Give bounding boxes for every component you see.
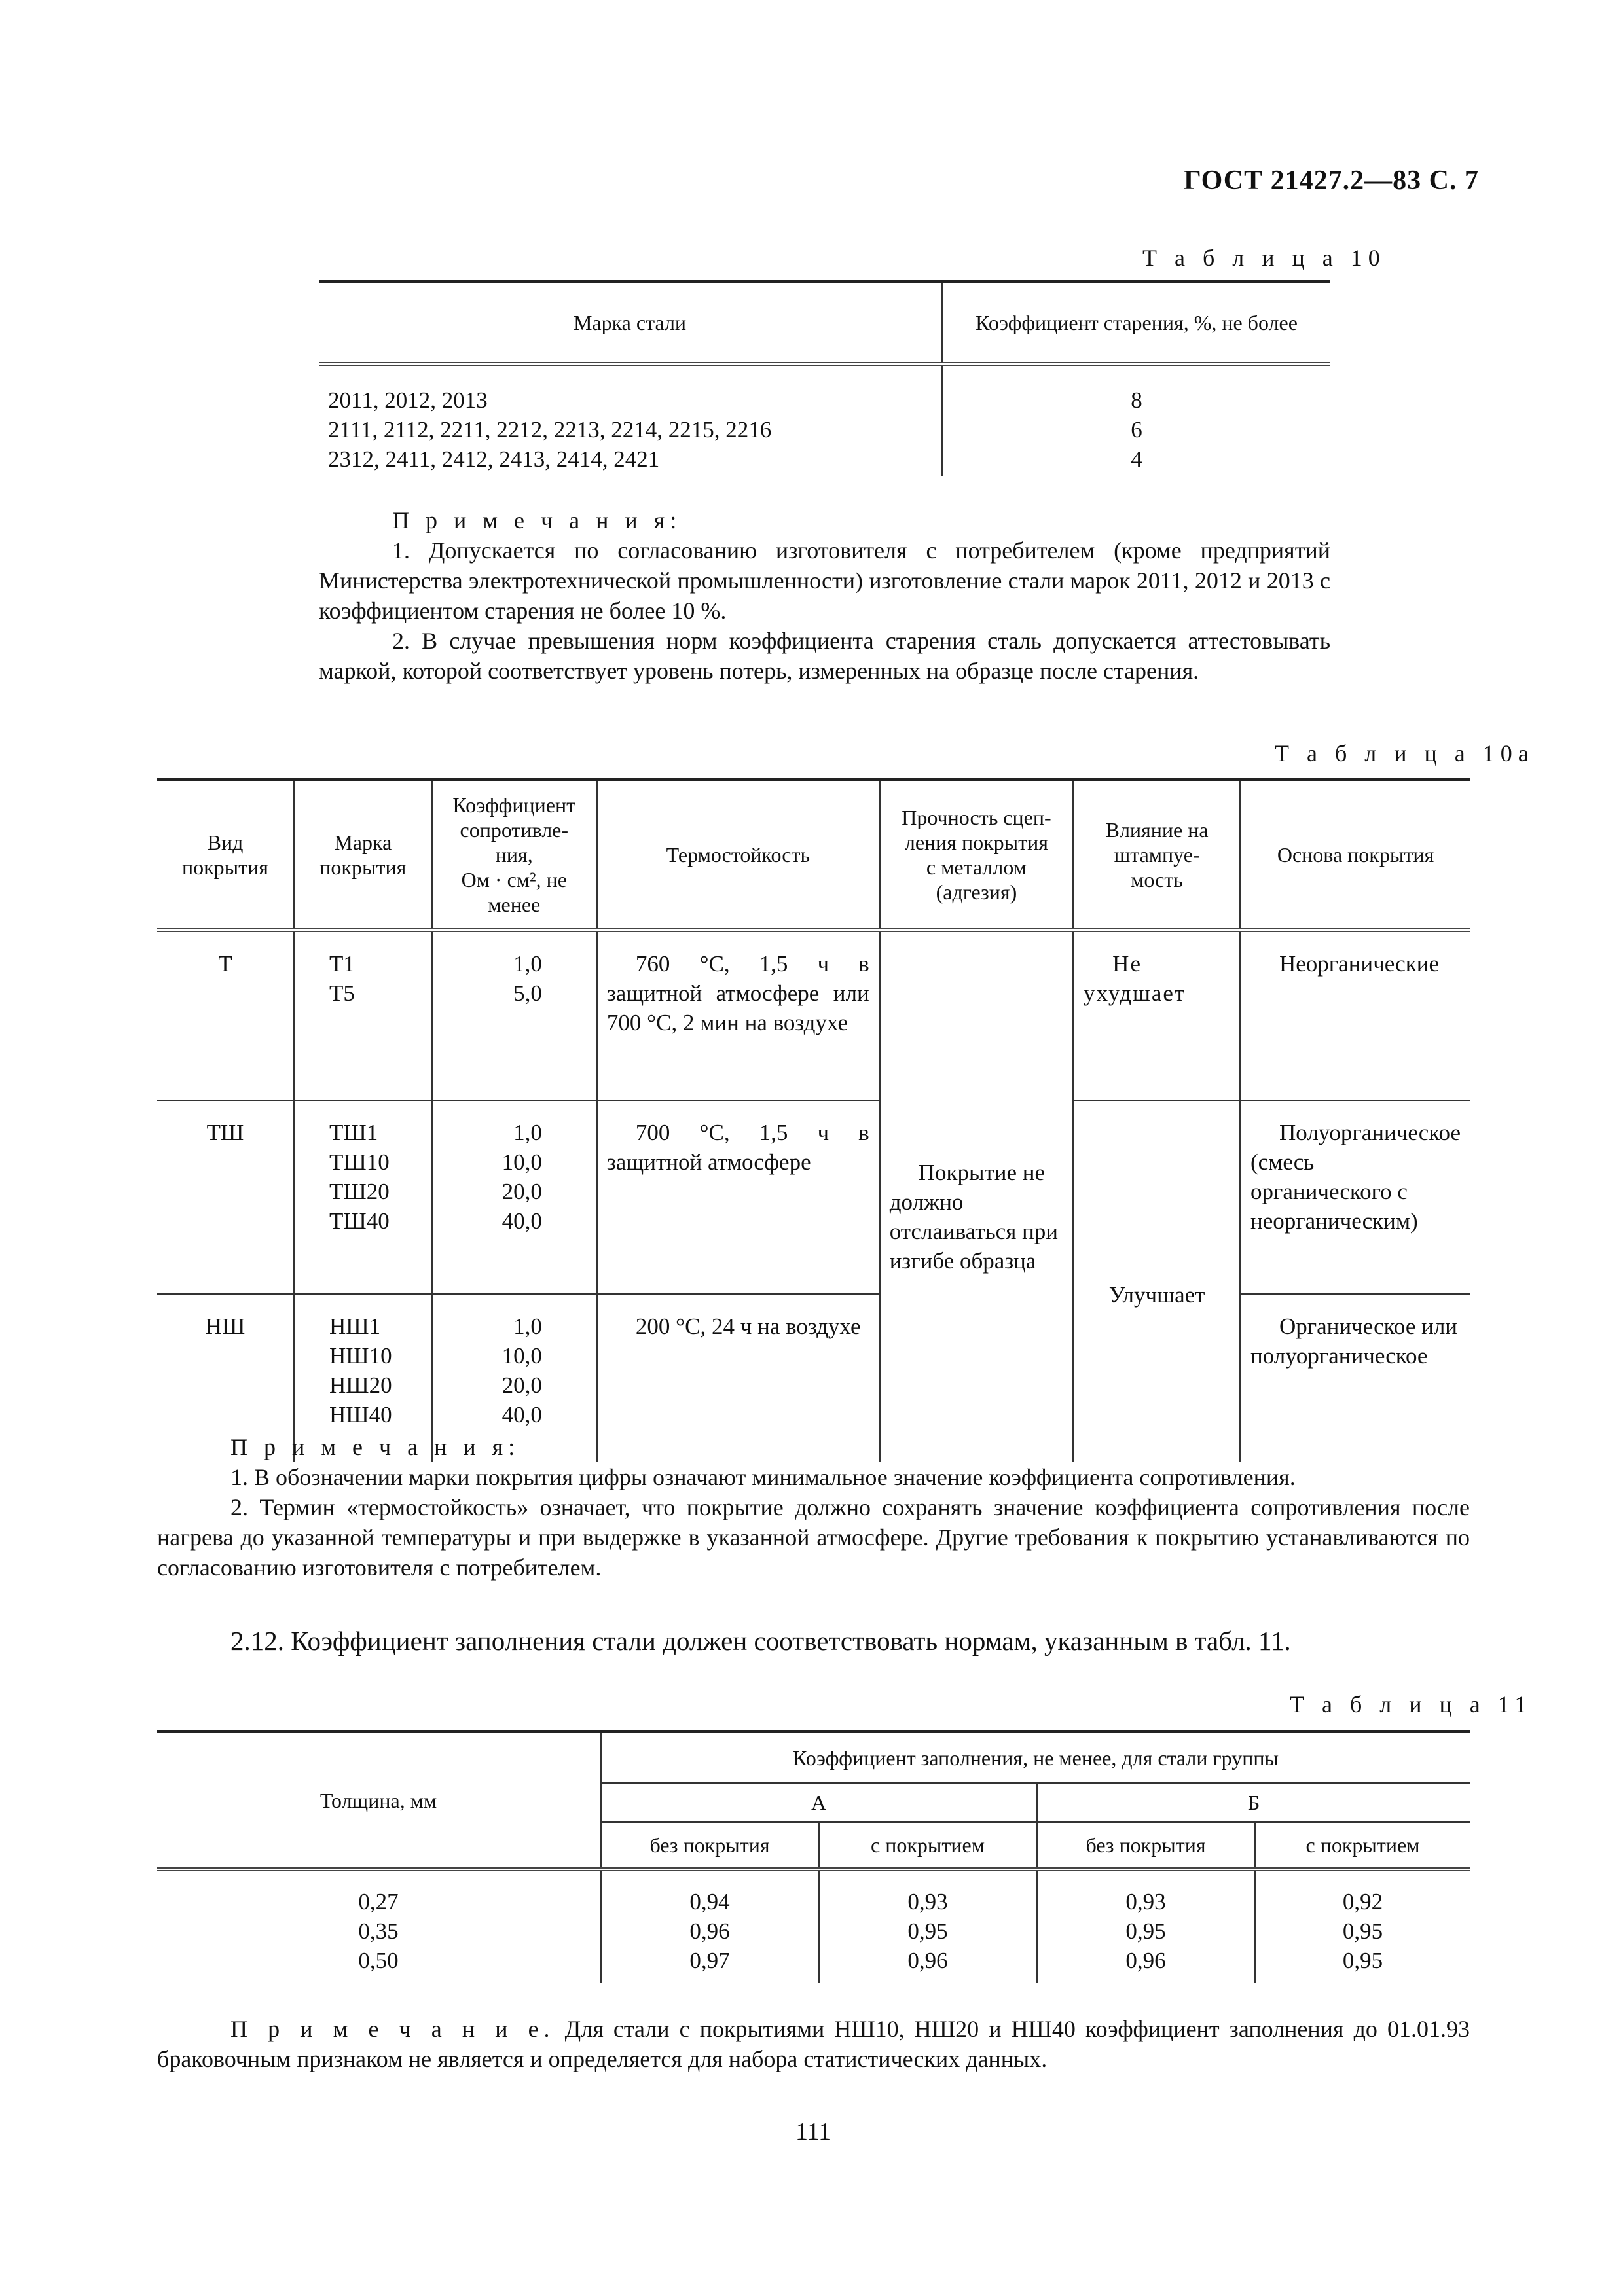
table-10a-caption: Т а б л и ц а 10а <box>1275 740 1535 766</box>
table-10a-base-cell: Полуорганическое (смесь органического с неорганическим) <box>1241 1100 1470 1294</box>
table-10a-adhesion-cell <box>879 930 1073 1462</box>
note-item: 2. Термин «термостойкость» означает, что покрытие должно сохранять значение коэффициента сопротивления после нагрева до указанной температуры и при выдержке в указанной атмосфере. Другие требования к покрытию устанавливаются по согласованию изготовителя с потребителем. <box>157 1494 1470 1581</box>
clause-2-12: 2.12. Коэффициент заполнения стали должен соответствовать нормам, указанным в табл. 11. <box>230 1626 1291 1656</box>
table-10-caption: Т а б л и ц а 10 <box>1142 245 1386 271</box>
note-table-11 <box>157 2014 1470 2074</box>
document-header: ГОСТ 21427.2—83 С. 7 <box>1183 166 1479 196</box>
table-11-caption: Т а б л и ц а 11 <box>1290 1691 1533 1717</box>
note-item: 1. Допускается по согласованию изготовителя с потребителем (кроме предприятий Министерства электротехнической промышленности) изготовление стали марок 2011, 2012 и 2013 с коэффициентом старения не более 10 %. <box>319 537 1330 624</box>
table-11-sub-header: с покрытием <box>1255 1822 1470 1869</box>
table-11-sub-header: без покрытия <box>1037 1822 1255 1869</box>
table-10a-marks-cell: Т1 Т5 <box>295 930 432 1100</box>
table-10a-stamping-rest-cell: Улучшает <box>1074 1100 1241 1462</box>
table-10-grades-cell <box>319 364 942 476</box>
table-10-row-value: 6 <box>1131 417 1142 442</box>
page-number: 111 <box>795 2118 831 2145</box>
table-10a-values-cell: 1,0 10,0 20,0 40,0 <box>431 1100 596 1294</box>
table-10a-adhesion-text: Покрытие не должно отслаиваться при изгибе образца <box>889 1160 1059 1274</box>
table-10-row-grades: 2011, 2012, 2013 <box>328 387 488 413</box>
table-10-row-value: 8 <box>1131 387 1142 413</box>
table-10a <box>157 778 1470 1462</box>
table-10a-header-mark: Марка покрытия <box>295 780 432 931</box>
table-11-b-coated-values: 0,92 0,95 0,95 <box>1342 1889 1383 1973</box>
table-10a-base-cell: Неорганические <box>1241 930 1470 1100</box>
table-10a-thermal-cell: 700 °С, 1,5 ч в защитной атмосфере <box>596 1100 879 1294</box>
table-10a-values-cell: 1,0 10,0 20,0 40,0 <box>431 1294 596 1462</box>
table-10a-type-cell: НШ <box>157 1294 295 1462</box>
table-11 <box>157 1730 1470 1983</box>
table-10a-type-cell: ТШ <box>157 1100 295 1294</box>
table-10-values-cell <box>942 364 1331 476</box>
notes-title: П р и м е ч а н и я: <box>392 507 682 533</box>
notes-title: П р и м е ч а н и я: <box>230 1434 520 1460</box>
table-11-b-bare-values: 0,93 0,95 0,96 <box>1037 1869 1255 1983</box>
table-10-header-coefficient: Коэффициент старения, %, не более <box>942 282 1331 365</box>
table-11-header-main: Коэффициент заполнения, не менее, для стали группы <box>601 1732 1470 1784</box>
note-text: Для стали с покрытиями НШ10, НШ20 и НШ40 коэффициент заполнения до 01.01.93 браковочным признаком не является и определяется для набора статистических данных. <box>157 2016 1470 2072</box>
table-10a-base-cell: Органическое или полуорганическое <box>1250 1314 1458 1369</box>
notes-table-10 <box>319 505 1330 686</box>
table-11-sub-header: с покрытием <box>819 1822 1037 1869</box>
table-10a-values-cell: 1,0 5,0 <box>431 930 596 1100</box>
table-10a-marks-cell: НШ1 НШ10 НШ20 НШ40 <box>295 1294 432 1462</box>
table-10a-header-thermal: Термостойкость <box>596 780 879 931</box>
table-10-row-grades: 2111, 2112, 2211, 2212, 2213, 2214, 2215, 2216 <box>328 417 772 442</box>
table-10a-header-stamping: Влияние на штампуе- мость <box>1074 780 1241 931</box>
table-11-a-bare-values: 0,94 0,96 0,97 <box>601 1869 819 1983</box>
table-11-thickness-values: 0,27 0,35 0,50 <box>157 1869 601 1983</box>
table-11-group-b: Б <box>1037 1783 1470 1822</box>
table-10-header-grade: Марка стали <box>319 282 942 365</box>
notes-table-10a <box>157 1432 1470 1583</box>
table-10-row-value: 4 <box>1131 446 1142 472</box>
table-10 <box>319 280 1330 476</box>
table-10-row-grades: 2312, 2411, 2412, 2413, 2414, 2421 <box>328 446 660 472</box>
table-10a-stamping-t-cell: Не ухудшает <box>1074 930 1241 1100</box>
note-paragraph <box>157 2014 1470 2074</box>
table-11-group-a: А <box>601 1783 1037 1822</box>
table-10a-type-cell: Т <box>157 930 295 1100</box>
table-11-header-thickness: Толщина, мм <box>157 1732 601 1870</box>
table-10a-marks-cell: ТШ1 ТШ10 ТШ20 ТШ40 <box>295 1100 432 1294</box>
table-11-a-coated-values: 0,93 0,95 0,96 <box>819 1869 1037 1983</box>
table-10a-header-resistance: Коэффициент сопротивле- ния, Ом · см², не менее <box>431 780 596 931</box>
table-10a-header-adhesion: Прочность сцеп- ления покрытия с металлом (адгезия) <box>879 780 1073 931</box>
table-10a-thermal-cell: 200 °С, 24 ч на воздухе <box>596 1294 879 1462</box>
table-10a-header-type: Вид покрытия <box>157 780 295 931</box>
note-label: П р и м е ч а н и е. <box>230 2016 555 2042</box>
table-10a-header-base: Основа покрытия <box>1241 780 1470 931</box>
note-item: 1. В обозначении марки покрытия цифры означают минимальное значение коэффициента сопротивления. <box>230 1464 1296 1490</box>
note-item: 2. В случае превышения норм коэффициента старения сталь допускается аттестовывать маркой, которой соответствует уровень потерь, измеренных на образце после старения. <box>319 628 1330 684</box>
table-10a-thermal-cell: 760 °С, 1,5 ч в защитной атмосфере или 700 °С, 2 мин на воздухе <box>596 930 879 1100</box>
table-11-sub-header: без покрытия <box>601 1822 819 1869</box>
